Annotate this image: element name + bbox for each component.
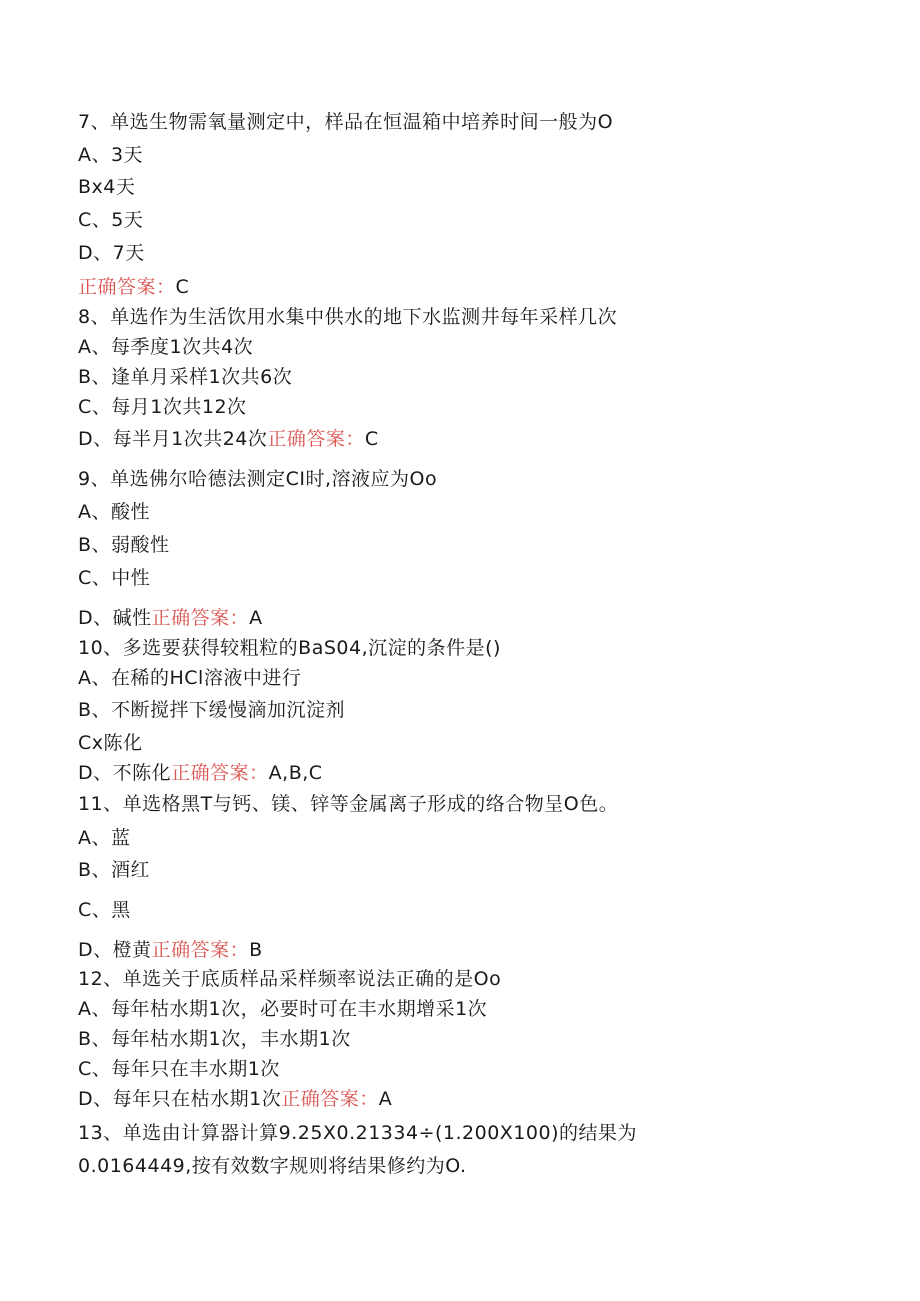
question-13-stem: 13、单选由计算器计算9.25X0.21334÷(1.200X100)的结果为 [78, 1122, 637, 1144]
answer-label: 正确答案： [151, 939, 250, 961]
question-7-option-d: D、7天 [78, 242, 145, 264]
option-text: D、每半月1次共24次 [78, 428, 268, 450]
answer-label: 正确答案： [171, 762, 269, 784]
question-11-option-b: B、酒红 [78, 859, 151, 881]
question-9-option-c: C、中性 [78, 567, 151, 589]
answer-value: B [249, 939, 263, 961]
answer-value: C [175, 276, 190, 298]
question-12-stem: 12、单选关于底质样品采样频率说法正确的是Oo [78, 968, 502, 990]
question-12-option-c: C、每年只在丰水期1次 [78, 1058, 280, 1080]
question-7-option-b: Bx4天 [78, 176, 136, 198]
answer-label: 正确答案： [267, 428, 365, 450]
question-10-stem: 10、多选要获得较粗粒的BaS04,沉淀的条件是() [78, 637, 501, 659]
question-11-stem: 11、单选格黑T与钙、镁、锌等金属离子形成的络合物呈O色。 [78, 793, 619, 815]
question-12-option-b: B、每年枯水期1次，丰水期1次 [78, 1028, 351, 1050]
question-9-option-a: A、酸性 [78, 501, 150, 523]
question-7-option-a: A、3天 [78, 144, 144, 166]
question-7-answer [78, 275, 189, 299]
question-9-option-d [78, 606, 263, 630]
question-8-option-b: B、逢单月采样1次共6次 [78, 366, 293, 388]
question-11-option-d [78, 938, 263, 962]
question-10-option-b: B、不断搅拌下缓慢滴加沉淀剂 [78, 699, 346, 721]
answer-label: 正确答案： [281, 1088, 379, 1110]
question-12-option-a: A、每年枯水期1次，必要时可在丰水期增采1次 [78, 998, 488, 1020]
answer-value: A [249, 607, 263, 629]
option-text: D、不陈化 [78, 762, 172, 784]
answer-label: 正确答案： [151, 607, 250, 629]
answer-label: 正确答案： [78, 276, 176, 298]
question-8-option-a: A、每季度1次共4次 [78, 336, 254, 358]
question-13-stem-continued: 0.0164449,按有效数字规则将结果修约为O. [78, 1155, 467, 1177]
question-12-option-d [78, 1087, 392, 1111]
question-10-option-c: Cx陈化 [78, 732, 143, 754]
answer-value: C [364, 428, 379, 450]
question-10-option-d [78, 761, 323, 785]
question-8-option-c: C、每月1次共12次 [78, 396, 247, 418]
answer-value: A [378, 1088, 393, 1110]
question-11-option-a: A、蓝 [78, 827, 131, 849]
question-8-stem: 8、单选作为生活饮用水集中供水的地下水监测井每年采样几次 [78, 306, 618, 328]
question-10-option-a: A、在稀的HCl溶液中进行 [78, 667, 302, 689]
question-7-option-c: C、5天 [78, 209, 144, 231]
question-9-option-b: B、弱酸性 [78, 534, 170, 556]
option-text: D、每年只在枯水期1次 [78, 1088, 282, 1110]
question-8-option-d [78, 427, 379, 451]
question-11-option-c: C、黑 [78, 899, 131, 921]
question-7-stem: 7、单选生物需氧量测定中，样品在恒温箱中培养时间一般为O [78, 111, 614, 133]
option-text: D、橙黄 [78, 939, 152, 961]
question-9-stem: 9、单选佛尔哈德法测定CI时,溶液应为Oo [78, 468, 438, 490]
answer-value: A,B,C [268, 762, 323, 784]
option-text: D、碱性 [78, 607, 152, 629]
